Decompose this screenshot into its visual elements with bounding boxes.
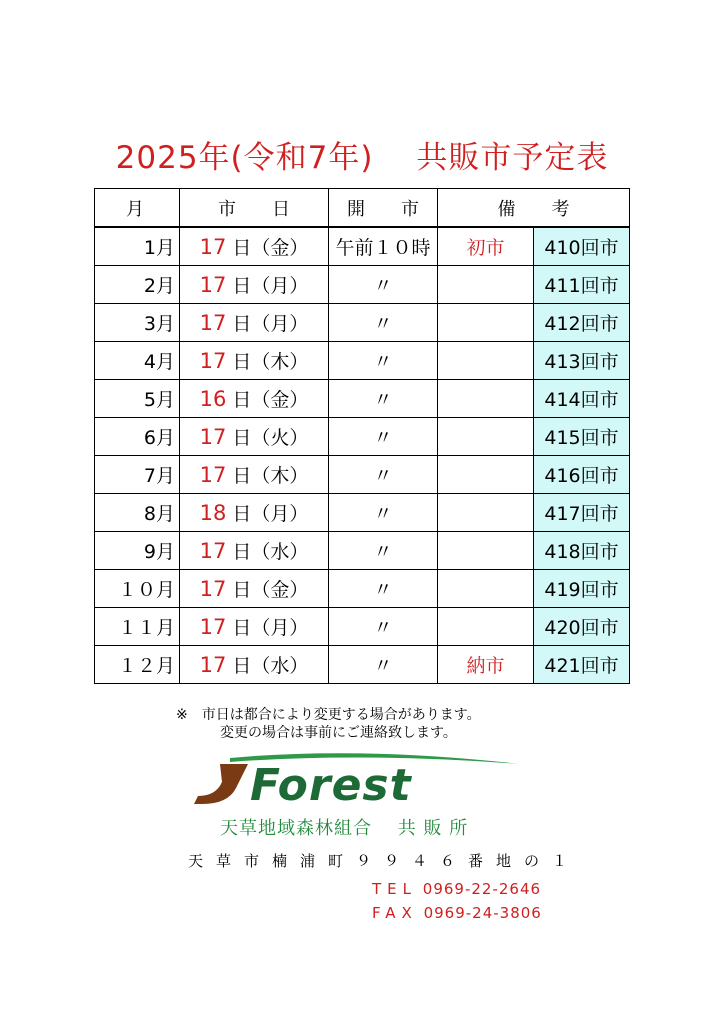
- row-month: １１月: [95, 608, 180, 646]
- row-market-number: 415回市: [534, 418, 630, 456]
- page-title: 2025年(令和7年) 共販市予定表: [115, 140, 609, 176]
- row-time: 午前１０時: [329, 227, 438, 266]
- row-date: [180, 532, 329, 570]
- header-month: 月: [95, 189, 180, 228]
- row-month: 6月: [95, 418, 180, 456]
- table-row: [95, 494, 630, 532]
- table-row: [95, 456, 630, 494]
- row-time: 〃: [329, 532, 438, 570]
- schedule-rows: [95, 227, 630, 684]
- table-row: [95, 342, 630, 380]
- row-date: [180, 380, 329, 418]
- row-month: 9月: [95, 532, 180, 570]
- row-date: [180, 494, 329, 532]
- row-time: 〃: [329, 304, 438, 342]
- row-month: １０月: [95, 570, 180, 608]
- row-market-number: 411回市: [534, 266, 630, 304]
- header-time: 開 市: [329, 189, 438, 228]
- row-day: 17: [199, 463, 227, 487]
- row-market-number: 412回市: [534, 304, 630, 342]
- row-weekday: 日（金）: [226, 579, 309, 601]
- row-date: [180, 456, 329, 494]
- row-weekday: 日（木）: [226, 465, 309, 487]
- row-month: 5月: [95, 380, 180, 418]
- address: 天草市楠浦町９９４６番地の１: [188, 852, 581, 870]
- row-day: 16: [199, 387, 227, 411]
- row-month: １２月: [95, 646, 180, 684]
- svg-text:Forest: Forest: [250, 760, 412, 810]
- row-market-number: 421回市: [534, 646, 630, 684]
- row-day: 17: [199, 273, 227, 297]
- row-note: [438, 570, 534, 608]
- table-row: [95, 608, 630, 646]
- row-weekday: 日（金）: [226, 237, 309, 259]
- row-weekday: 日（月）: [226, 617, 309, 639]
- row-month: 7月: [95, 456, 180, 494]
- row-market-number: 417回市: [534, 494, 630, 532]
- row-date: [180, 266, 329, 304]
- row-market-number: 410回市: [534, 227, 630, 266]
- row-day: 17: [199, 653, 227, 677]
- row-date: [180, 608, 329, 646]
- row-time: 〃: [329, 608, 438, 646]
- row-month: 8月: [95, 494, 180, 532]
- row-day: 17: [199, 615, 227, 639]
- row-weekday: 日（木）: [226, 351, 309, 373]
- row-note: [438, 608, 534, 646]
- row-weekday: 日（水）: [226, 655, 309, 677]
- row-date: [180, 227, 329, 266]
- table-row: [95, 570, 630, 608]
- row-note: [438, 456, 534, 494]
- row-time: 〃: [329, 418, 438, 456]
- row-note: [438, 380, 534, 418]
- row-time: 〃: [329, 456, 438, 494]
- row-date: [180, 342, 329, 380]
- table-row: [95, 380, 630, 418]
- row-time: 〃: [329, 570, 438, 608]
- table-header-row: [95, 189, 630, 228]
- row-market-number: 418回市: [534, 532, 630, 570]
- row-date: [180, 418, 329, 456]
- row-note: [438, 304, 534, 342]
- row-note: 納市: [438, 646, 534, 684]
- row-note: [438, 266, 534, 304]
- row-weekday: 日（水）: [226, 541, 309, 563]
- table-row: [95, 227, 630, 266]
- row-weekday: 日（金）: [226, 389, 309, 411]
- table-row: [95, 646, 630, 684]
- tel-number: 0969-22-2646: [422, 880, 542, 898]
- fax-number: 0969-24-3806: [423, 904, 542, 922]
- fax: [372, 904, 542, 922]
- row-month: 2月: [95, 266, 180, 304]
- row-note: [438, 494, 534, 532]
- row-weekday: 日（月）: [226, 503, 309, 525]
- row-date: [180, 304, 329, 342]
- row-market-number: 414回市: [534, 380, 630, 418]
- row-day: 17: [199, 539, 227, 563]
- row-day: 18: [199, 501, 227, 525]
- jforest-logo: [190, 752, 530, 810]
- row-day: 17: [199, 311, 227, 335]
- tel-label: TEL: [372, 880, 417, 898]
- table-row: [95, 532, 630, 570]
- row-time: 〃: [329, 380, 438, 418]
- row-time: 〃: [329, 342, 438, 380]
- schedule-table: [94, 188, 630, 684]
- row-market-number: 420回市: [534, 608, 630, 646]
- row-market-number: 419回市: [534, 570, 630, 608]
- row-time: 〃: [329, 494, 438, 532]
- notes: [176, 706, 481, 742]
- row-day: 17: [199, 577, 227, 601]
- row-month: 3月: [95, 304, 180, 342]
- table-row: [95, 304, 630, 342]
- organization-name: 天草地域森林組合 共 販 所: [220, 818, 469, 839]
- row-day: 17: [199, 235, 227, 259]
- row-date: [180, 646, 329, 684]
- row-day: 17: [199, 425, 227, 449]
- telephone: [372, 880, 541, 898]
- row-weekday: 日（火）: [226, 427, 309, 449]
- row-month: 1月: [95, 227, 180, 266]
- header-note: 備 考: [438, 189, 630, 228]
- row-note: [438, 342, 534, 380]
- row-market-number: 413回市: [534, 342, 630, 380]
- row-time: 〃: [329, 266, 438, 304]
- row-weekday: 日（月）: [226, 313, 309, 335]
- row-note: 初市: [438, 227, 534, 266]
- row-day: 17: [199, 349, 227, 373]
- header-date: 市 日: [180, 189, 329, 228]
- row-date: [180, 570, 329, 608]
- row-month: 4月: [95, 342, 180, 380]
- row-note: [438, 532, 534, 570]
- row-weekday: 日（月）: [226, 275, 309, 297]
- row-note: [438, 418, 534, 456]
- row-market-number: 416回市: [534, 456, 630, 494]
- fax-label: FAX: [372, 904, 418, 922]
- table-row: [95, 418, 630, 456]
- table-row: [95, 266, 630, 304]
- row-time: 〃: [329, 646, 438, 684]
- note-line-1: ※ 市日は都合により変更する場合があります。: [176, 707, 481, 723]
- note-line-2: 変更の場合は事前にご連絡致します。: [220, 725, 457, 741]
